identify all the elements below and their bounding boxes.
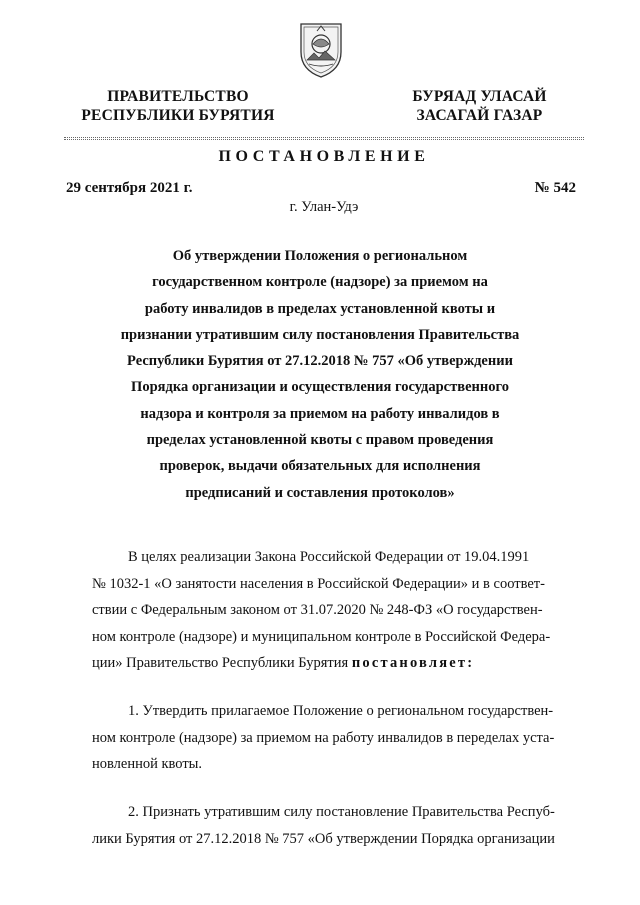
document-date: 29 сентября 2021 г. <box>66 180 193 196</box>
clause-1-line-3: новленной квоты. <box>92 756 203 772</box>
clause-2-line-2: лики Бурятия от 27.12.2018 № 757 «Об утверждении Порядка организации <box>92 830 555 847</box>
preamble-paragraph <box>92 544 584 677</box>
title-line: Порядка организации и осуществления государственного <box>131 379 509 396</box>
government-name-buryat <box>392 87 567 125</box>
clause-2-paragraph <box>92 799 584 852</box>
document-title <box>90 243 550 506</box>
gov-left-line-2: РЕСПУБЛИКИ БУРЯТИЯ <box>81 107 275 124</box>
title-line: предписаний и составления протоколов» <box>185 484 455 501</box>
preamble-line-2: № 1032-1 «О занятости населения в Российской Федерации» и в соответ- <box>92 575 545 592</box>
resolves-keyword: постановляет: <box>351 655 475 671</box>
document-type: ПОСТАНОВЛЕНИЕ <box>218 148 430 165</box>
preamble-line-3: ствии с Федеральным законом от 31.07.2020 № 248-ФЗ «О государствен- <box>92 602 543 618</box>
title-line: пределах установленной квоты с правом проведения <box>146 432 494 449</box>
clause-1-paragraph <box>92 698 584 778</box>
gov-left-line-1: ПРАВИТЕЛЬСТВО <box>107 88 249 105</box>
title-line: признании утратившим силу постановления Правительства <box>120 326 520 343</box>
title-line: Республики Бурятия от 27.12.2018 № 757 «Об утверждении <box>127 353 513 370</box>
preamble-line-5 <box>92 650 584 677</box>
title-line: государственном контроле (надзоре) за приемом на <box>152 274 488 291</box>
document-city: г. Улан-Удэ <box>289 199 359 215</box>
clause-1-line-1: 1. Утвердить прилагаемое Положение о региональном государствен- <box>128 703 554 719</box>
title-line: проверок, выдачи обязательных для исполнения <box>159 458 481 475</box>
clause-1-line-2: ном контроле (надзоре) за приемом на работу инвалидов в переделах уста- <box>92 729 555 746</box>
gov-right-line-1: БУРЯАД УЛАСАЙ <box>412 88 547 105</box>
clause-2-line-1: 2. Признать утратившим силу постановление Правительства Респуб- <box>128 804 555 820</box>
header-divider <box>64 137 584 138</box>
coat-of-arms-emblem <box>297 20 345 80</box>
government-name-russian <box>78 87 278 125</box>
document-number: № 542 <box>534 180 576 196</box>
preamble-line-5-start: ции» Правительство Республики Бурятия <box>92 655 349 671</box>
header-divider-second <box>64 139 584 140</box>
title-line: Об утверждении Положения о региональном <box>172 248 468 264</box>
preamble-line-1: В целях реализации Закона Российской Федерации от 19.04.1991 <box>128 549 530 565</box>
gov-right-line-2: ЗАСАГАЙ ГАЗАР <box>416 107 543 124</box>
preamble-line-4: ном контроле (надзоре) и муниципальном контроле в Российской Федера- <box>92 628 551 645</box>
title-line: надзора и контроля за приемом на работу инвалидов в <box>140 405 500 422</box>
title-line: работу инвалидов в пределах установленной квоты и <box>144 300 496 317</box>
